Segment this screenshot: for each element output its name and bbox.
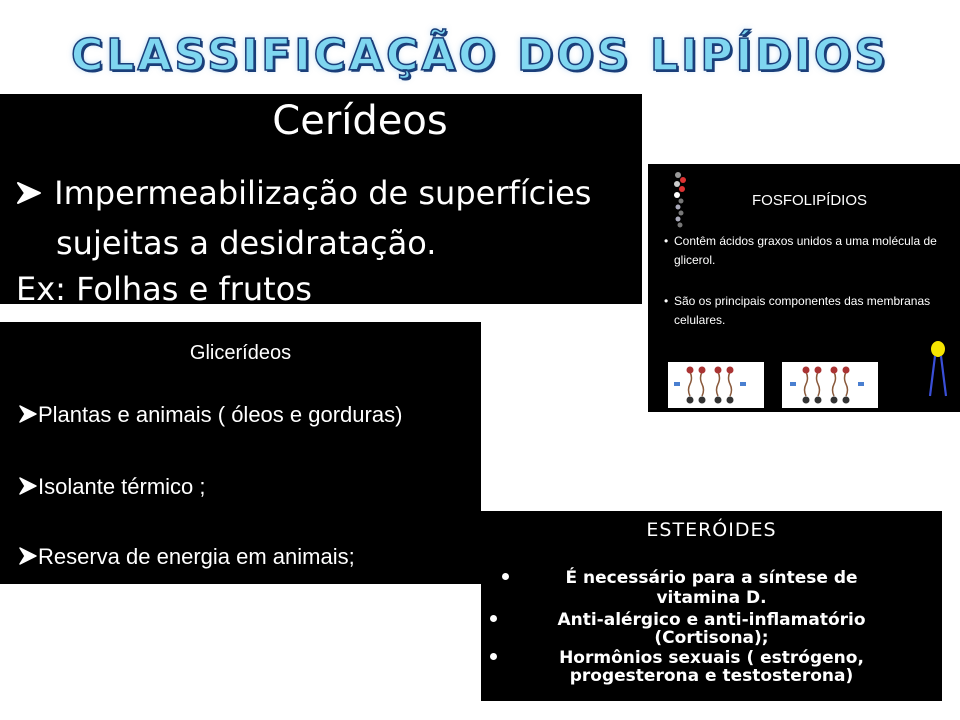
- gliceridos-bullet-2-text: Isolante térmico ;: [38, 474, 206, 499]
- ceridos-example: Ex: Folhas e frutos: [16, 270, 312, 304]
- bilayer-diagram-image: [668, 362, 764, 408]
- gliceridos-bullet-3: [18, 544, 355, 570]
- esteroides-panel: [481, 511, 942, 701]
- esteroides-bullet-3-line1: Hormônios sexuais ( estrógeno,: [559, 648, 864, 668]
- esteroides-bullet-2-line2: (Cortisona);: [654, 628, 769, 648]
- gliceridos-bullet-1: [18, 402, 402, 428]
- ceridos-bullet: [16, 174, 591, 212]
- gliceridos-bullet-2: [18, 474, 206, 500]
- gliceridos-panel: [0, 322, 481, 584]
- fosfolipidios-bullet-2-text: São os principais componentes das membranas celulares.: [674, 294, 931, 327]
- molecule-model-icon: [670, 170, 692, 230]
- arrow-bullet-icon: [18, 546, 38, 566]
- bullet-dot-icon: •: [664, 294, 669, 308]
- ceridos-bullet-line1: Impermeabilização de superfícies: [54, 174, 592, 212]
- ceridos-bullet-line2: sujeitas a desidratação.: [56, 224, 437, 262]
- esteroides-bullet-1-line2: vitamina D.: [656, 588, 767, 608]
- esteroides-bullet-1-line1: É necessário para a síntese de: [565, 568, 858, 588]
- gliceridos-bullet-1-text: Plantas e animais ( óleos e gorduras): [38, 402, 403, 427]
- esteroides-heading: ESTERÓIDES: [646, 519, 777, 541]
- arrow-bullet-icon: [18, 404, 38, 424]
- gliceridos-bullet-3-text: Reserva de energia em animais;: [38, 544, 355, 569]
- phospholipid-symbol-icon: [926, 340, 950, 400]
- fosfolipidios-bullet-1-text: Contêm ácidos graxos unidos a uma molécula de glicerol.: [674, 234, 937, 267]
- esteroides-bullet-3-line2: progesterona e testosterona): [569, 666, 854, 686]
- fosfolipidios-heading: FOSFOLIPÍDIOS: [752, 192, 868, 209]
- arrow-bullet-icon: [18, 476, 38, 496]
- gliceridos-heading: Glicerídeos: [189, 342, 292, 364]
- ceridos-heading: Cerídeos: [272, 98, 448, 144]
- fosfolipidios-panel: [648, 164, 960, 412]
- page-title: CLASSIFICAÇÃO DOS LIPÍDIOS: [71, 30, 889, 81]
- fosfolipidios-bullet-2: [664, 292, 954, 330]
- bilayer-diagram-image: [782, 362, 878, 408]
- ceridos-panel: [0, 94, 642, 304]
- fosfolipidios-bullet-1: [664, 232, 954, 270]
- bullet-dot-icon: •: [664, 234, 669, 248]
- esteroides-bullet-2-line1: Anti-alérgico e anti-inflamatório: [557, 610, 866, 630]
- arrow-bullet-icon: [16, 180, 44, 206]
